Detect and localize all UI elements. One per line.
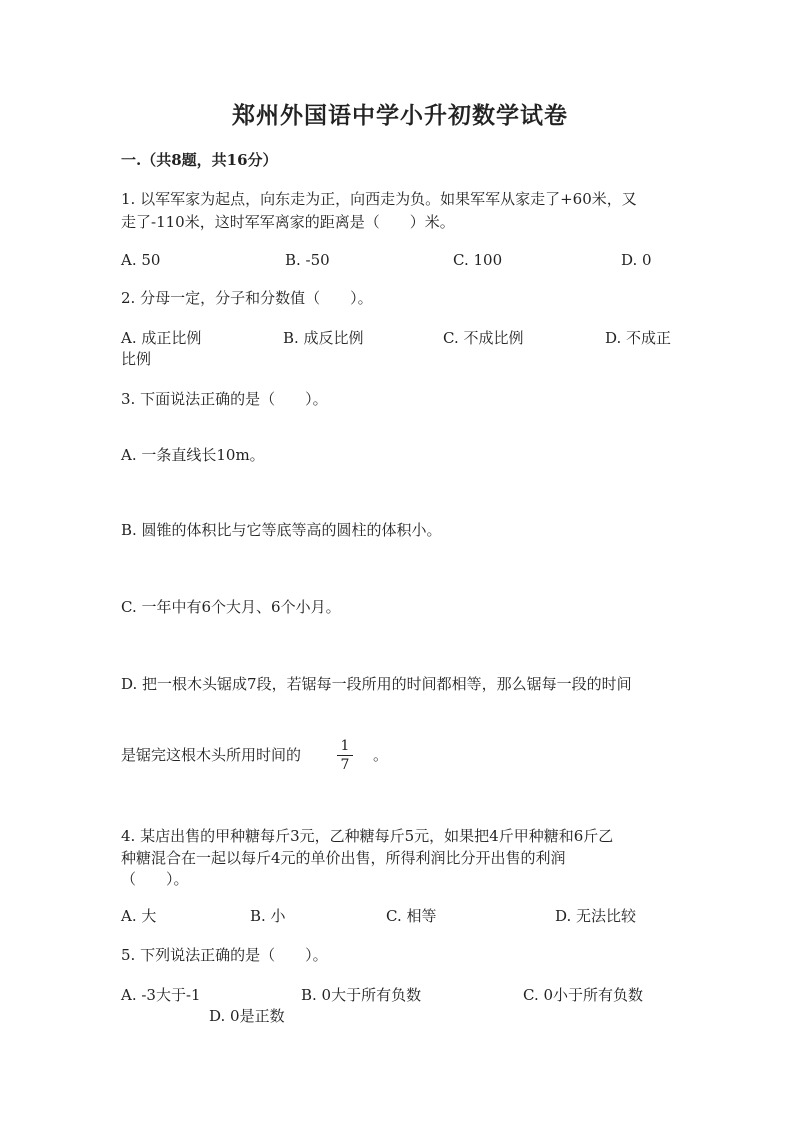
question-5-option-d: D. 0是正数 xyxy=(209,1007,285,1025)
question-1-option-b: B. -50 xyxy=(285,251,330,269)
question-3-option-d-line-1: D. 把一根木头锯成7段，若锯每一段所用的时间都相等，那么锯每一段的时间 xyxy=(121,675,632,693)
question-1-option-d: D. 0 xyxy=(621,251,652,269)
question-2-option-b: B. 成反比例 xyxy=(283,329,364,347)
question-4-option-d: D. 无法比较 xyxy=(555,907,637,925)
question-3-option-d-line-2: 是锯完这根木头所用时间的 xyxy=(121,746,302,764)
question-2-line-1: 2. 分母一定，分子和分数值（ ）。 xyxy=(121,289,373,307)
question-1-line-2: 走了-110米，这时军军离家的距离是（ ）米。 xyxy=(121,213,455,231)
question-1-line-1: 1. 以军军家为起点，向东走为正，向西走为负。如果军军从家走了+60米，又 xyxy=(121,190,637,208)
question-4-line-3: （ ）。 xyxy=(121,870,189,888)
question-5-option-c: C. 0小于所有负数 xyxy=(523,986,644,1004)
question-1-option-a: A. 50 xyxy=(121,251,161,269)
question-3-option-c: C. 一年中有6个大月、6个小月。 xyxy=(121,598,341,616)
question-4-line-2: 种糖混合在一起以每斤4元的单价出售，所得利润比分开出售的利润 xyxy=(121,849,566,867)
question-5-option-b: B. 0大于所有负数 xyxy=(301,986,422,1004)
section-heading: 一.（共8题，共16分） xyxy=(121,151,278,169)
question-2-option-d: D. 不成正 xyxy=(605,329,672,347)
question-4-option-b: B. 小 xyxy=(250,907,286,925)
fraction-bar xyxy=(337,755,353,756)
question-5-line-1: 5. 下列说法正确的是（ ）。 xyxy=(121,946,328,964)
question-2-option-d-wrap: 比例 xyxy=(121,350,152,368)
question-3-option-a: A. 一条直线长10m。 xyxy=(121,446,265,464)
question-3-option-d-period: 。 xyxy=(373,746,389,764)
question-4-option-c: C. 相等 xyxy=(386,907,437,925)
question-3-option-b: B. 圆锥的体积比与它等底等高的圆柱的体积小。 xyxy=(121,521,442,539)
question-1-option-c: C. 100 xyxy=(453,251,503,269)
fraction-numerator: 1 xyxy=(340,738,350,754)
fraction-one-seventh xyxy=(337,738,353,773)
page-title: 郑州外国语中学小升初数学试卷 xyxy=(232,102,568,129)
question-5-option-a: A. -3大于-1 xyxy=(121,986,201,1004)
question-3-line-1: 3. 下面说法正确的是（ ）。 xyxy=(121,390,328,408)
question-2-option-a: A. 成正比例 xyxy=(121,329,202,347)
question-2-option-c: C. 不成比例 xyxy=(443,329,524,347)
question-4-line-1: 4. 某店出售的甲种糖每斤3元，乙种糖每斤5元，如果把4斤甲种糖和6斤乙 xyxy=(121,827,614,845)
question-4-option-a: A. 大 xyxy=(121,907,157,925)
fraction-denominator: 7 xyxy=(340,757,350,773)
